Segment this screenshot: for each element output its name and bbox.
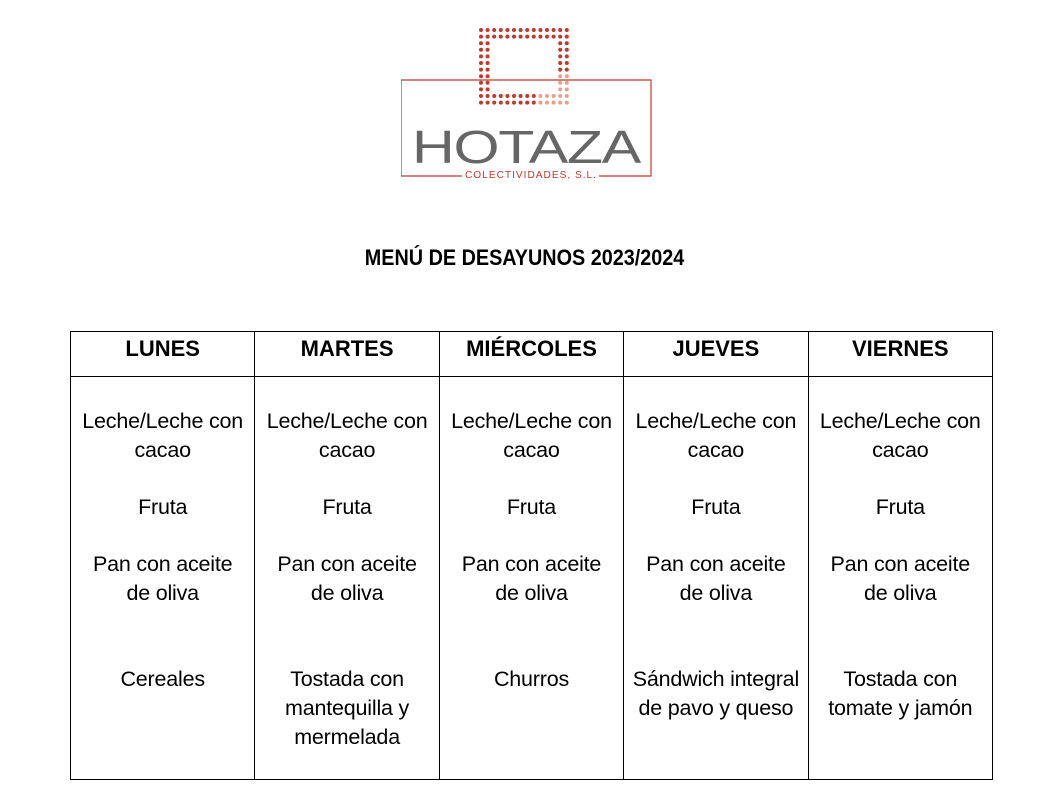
- menu-item-bread: Pan con aceite de oliva: [277, 552, 417, 605]
- logo-dot: [552, 94, 556, 98]
- logo-dot: [492, 28, 496, 32]
- day-menu-cell: [255, 377, 439, 780]
- logo-dot: [519, 94, 523, 98]
- logo-dot: [492, 101, 496, 105]
- menu-item-special: Sándwich integral de pavo y queso: [632, 667, 800, 720]
- logo-dot: [545, 101, 549, 105]
- logo-dot: [565, 68, 569, 72]
- logo-dot: [558, 81, 562, 85]
- logo-dot: [558, 61, 562, 65]
- day-menu-cell: [439, 377, 623, 780]
- logo-dot: [538, 101, 542, 105]
- menu-item-bread: Pan con aceite de oliva: [461, 552, 602, 605]
- logo-dot: [479, 41, 483, 45]
- logo-dot: [538, 94, 542, 98]
- logo-dot: [486, 101, 490, 105]
- logo-dot: [565, 81, 569, 85]
- menu-item-milk: Leche/Leche con cacao: [635, 409, 797, 462]
- day-header: JUEVES: [624, 332, 808, 377]
- logo-dot: [512, 35, 516, 39]
- logo-dot: [558, 68, 562, 72]
- logo-dot: [499, 35, 503, 39]
- logo-brand-text: HOTAZA: [412, 121, 642, 173]
- logo-dot: [552, 28, 556, 32]
- logo-dot: [486, 41, 490, 45]
- menu-item-milk: Leche/Leche con cacao: [82, 409, 244, 462]
- logo-dot: [558, 94, 562, 98]
- logo-dot: [492, 94, 496, 98]
- logo-dot: [512, 101, 516, 105]
- page-title: MENÚ DE DESAYUNOS 2023/2024: [364, 245, 685, 270]
- logo-dot: [519, 28, 523, 32]
- day-menu-cell: [71, 377, 255, 780]
- day-menu-cell: [624, 377, 808, 780]
- logo-dot: [558, 101, 562, 105]
- logo-dot: [565, 74, 569, 78]
- logo-dot: [486, 61, 490, 65]
- breakfast-menu-table: [70, 331, 993, 780]
- logo-dot: [558, 35, 562, 39]
- logo-dot: [479, 101, 483, 105]
- logo-dot: [492, 35, 496, 39]
- menu-item-fruit: Fruta: [691, 495, 741, 519]
- logo-dot: [565, 41, 569, 45]
- logo-dot: [486, 68, 490, 72]
- logo-dot: [565, 61, 569, 65]
- hotaza-logo: [401, 26, 653, 182]
- logo-dot-pattern: [479, 28, 569, 105]
- menu-item-special: Cereales: [120, 667, 205, 691]
- logo-dot: [499, 101, 503, 105]
- logo-dot: [545, 94, 549, 98]
- day-header: MARTES: [255, 332, 439, 377]
- menu-item-special: Churros: [493, 667, 570, 691]
- day-header: LUNES: [71, 332, 255, 377]
- logo-dot: [545, 35, 549, 39]
- logo-dot: [512, 94, 516, 98]
- logo-dot: [545, 28, 549, 32]
- logo-dot: [486, 94, 490, 98]
- logo-dot: [479, 74, 483, 78]
- logo-dot: [565, 48, 569, 52]
- logo-dot: [552, 101, 556, 105]
- logo-dot: [558, 28, 562, 32]
- menu-item-bread: Pan con aceite de oliva: [830, 552, 970, 605]
- table-row: [71, 377, 993, 780]
- logo-subtitle-text: COLECTIVIDADES, S.L.: [465, 170, 597, 181]
- logo-dot: [479, 68, 483, 72]
- day-menu-cell: [808, 377, 992, 780]
- logo-dot: [486, 74, 490, 78]
- logo-dot: [479, 28, 483, 32]
- logo-dot: [486, 28, 490, 32]
- logo-dot: [558, 41, 562, 45]
- logo-dot: [532, 28, 536, 32]
- logo-dot: [486, 54, 490, 58]
- menu-item-milk: Leche/Leche con cacao: [266, 409, 428, 462]
- logo-dot: [479, 48, 483, 52]
- logo-dot: [558, 54, 562, 58]
- logo-dot: [552, 35, 556, 39]
- logo-dot: [519, 101, 523, 105]
- logo-dot: [525, 101, 529, 105]
- logo-dot: [532, 94, 536, 98]
- menu-item-milk: Leche/Leche con cacao: [451, 409, 612, 462]
- logo-dot: [565, 101, 569, 105]
- day-header: VIERNES: [808, 332, 992, 377]
- logo-dot: [505, 101, 509, 105]
- menu-item-fruit: Fruta: [875, 495, 925, 519]
- logo-dot: [479, 87, 483, 91]
- logo-dot: [486, 35, 490, 39]
- logo-dot: [532, 35, 536, 39]
- table-header-row: [71, 332, 993, 377]
- logo-dot: [525, 28, 529, 32]
- logo-dot: [479, 61, 483, 65]
- logo-dot: [479, 94, 483, 98]
- logo-dot: [558, 74, 562, 78]
- logo-dot: [558, 87, 562, 91]
- menu-item-fruit: Fruta: [506, 495, 557, 519]
- day-header: MIÉRCOLES: [439, 332, 623, 377]
- logo-dot: [505, 28, 509, 32]
- logo-dot: [486, 48, 490, 52]
- logo-dot: [512, 28, 516, 32]
- logo-dot: [479, 81, 483, 85]
- menu-item-special: Tostada con tomate y jamón: [828, 667, 973, 720]
- logo-dot: [479, 35, 483, 39]
- logo-dot: [505, 35, 509, 39]
- logo-dot: [565, 54, 569, 58]
- menu-item-fruit: Fruta: [138, 495, 188, 519]
- logo-dot: [565, 35, 569, 39]
- menu-item-bread: Pan con aceite de oliva: [92, 552, 233, 605]
- menu-item-milk: Leche/Leche con cacao: [819, 409, 981, 462]
- logo-dot: [558, 48, 562, 52]
- logo-dot: [525, 94, 529, 98]
- menu-item-special: Tostada con mantequilla y mermelada: [285, 667, 410, 749]
- logo-dot: [499, 94, 503, 98]
- logo-dot: [499, 28, 503, 32]
- logo-dot: [565, 28, 569, 32]
- logo-dot: [532, 101, 536, 105]
- logo-dot: [486, 87, 490, 91]
- logo-dot: [538, 28, 542, 32]
- logo-dot: [505, 94, 509, 98]
- menu-item-bread: Pan con aceite de oliva: [646, 552, 786, 605]
- logo-dot: [565, 94, 569, 98]
- logo-dot: [525, 35, 529, 39]
- logo-dot: [565, 87, 569, 91]
- logo-dot: [519, 35, 523, 39]
- logo-dot: [538, 35, 542, 39]
- logo-dot: [479, 54, 483, 58]
- menu-item-fruit: Fruta: [322, 495, 372, 519]
- logo-dot: [486, 81, 490, 85]
